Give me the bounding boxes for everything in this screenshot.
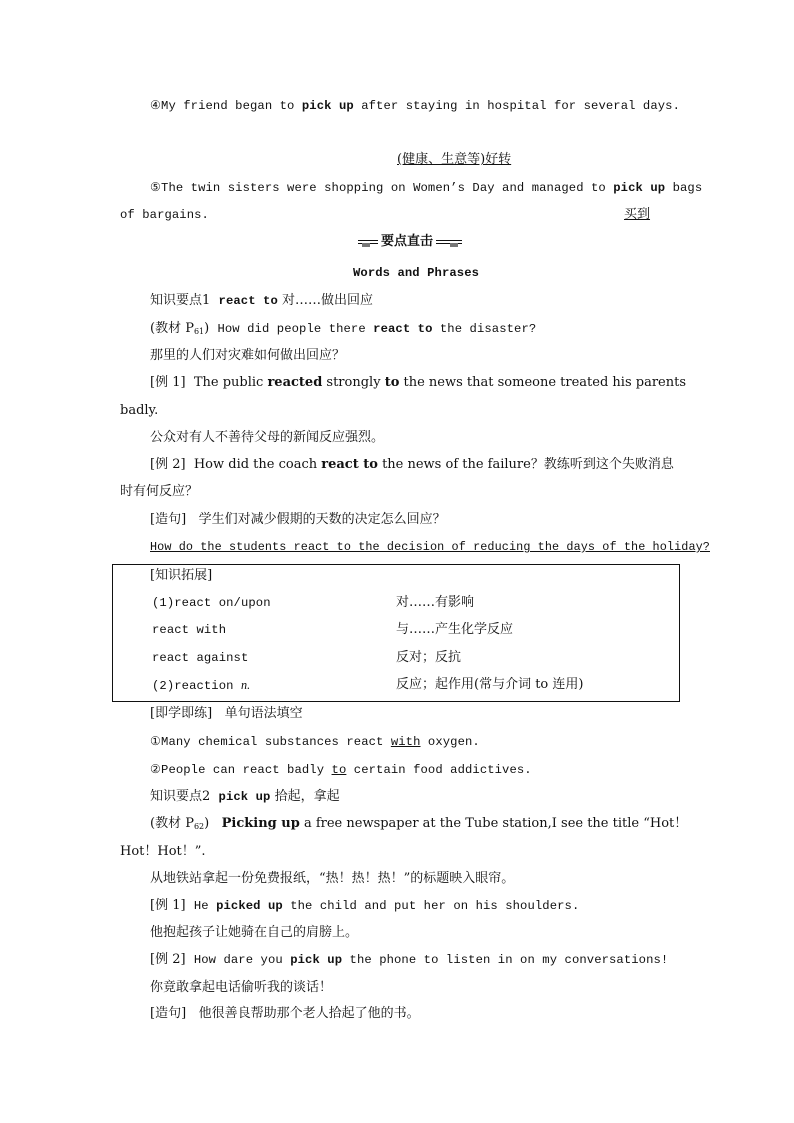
kp2-example-1	[150, 897, 579, 915]
key-phrase: to	[384, 375, 400, 390]
sentence-4	[150, 97, 680, 115]
key-phrase: pick up	[613, 181, 666, 195]
banner-title: 要点直击	[378, 233, 436, 251]
key-phrase: pick up	[290, 953, 343, 967]
banner-ornament	[362, 243, 370, 247]
kp1-heading	[150, 292, 373, 310]
kp-label: 知识要点2	[150, 789, 211, 804]
kp2-source	[150, 815, 687, 836]
extension-row-4-zh: 反应；起作用(常与介词 to 连用)	[396, 677, 584, 692]
question-text: ②People can react badly	[150, 763, 332, 777]
kp2-example-2-translation: 你竟敢拿起电话偷听我的谈话！	[150, 980, 333, 995]
example-text: the news of the failure？教练听到这个失败消息	[377, 457, 674, 472]
practice-title: 单句语法填空	[224, 706, 303, 721]
kp-phrase: react to	[218, 294, 278, 308]
section-title: Words and Phrases	[353, 266, 480, 280]
kp2-example-1-translation: 他抱起孩子让她骑在自己的肩膀上。	[150, 925, 359, 940]
example-label: [例 1]	[150, 375, 186, 390]
kp-label: 知识要点1	[150, 293, 211, 308]
question-text: ①Many chemical substances react	[150, 735, 391, 749]
key-phrase: react to	[373, 322, 433, 336]
make-prompt: 他很善良帮助那个老人拾起了他的书。	[198, 1006, 420, 1021]
extension-title: [知识拓展]	[150, 568, 213, 583]
question-answer: with	[390, 735, 421, 749]
make-label: [造句]	[150, 512, 187, 527]
kp1-example-2	[150, 456, 674, 474]
make-label: [造句]	[150, 1006, 187, 1021]
example-text: He	[193, 899, 217, 913]
extension-row-2-en: react with	[152, 623, 227, 637]
extension-row-4-en	[152, 676, 250, 695]
kp1-example-1	[150, 374, 686, 392]
sentence-5	[150, 179, 702, 197]
banner-ornament	[450, 243, 458, 247]
key-phrase: reacted	[267, 375, 323, 390]
source-ref: )	[204, 321, 210, 336]
answer-5: 买到	[624, 207, 651, 222]
question-text: oxygen.	[420, 735, 480, 749]
source-page: 62	[193, 822, 205, 831]
practice-label: [即学即练]	[150, 706, 213, 721]
example-text: How dare you	[193, 953, 291, 967]
sentence-text: ⑤The twin sisters were shopping on Women’s Day and managed to	[150, 181, 614, 195]
kp1-make-sentence	[150, 511, 446, 529]
example-text: The public	[193, 375, 268, 390]
kp2-example-2	[150, 951, 668, 969]
source-ref: )	[204, 816, 210, 831]
kp1-make-answer: How do the students react to the decision of reducing the days of the holiday?	[150, 540, 710, 554]
example-label: [例 1]	[150, 898, 186, 913]
source-text: the disaster?	[432, 322, 537, 336]
kp1-example-2-line-2: 时有何反应？	[120, 484, 199, 499]
source-ref: (教材 P	[150, 816, 194, 831]
practice-q2	[150, 761, 532, 779]
kp2-source-translation: 从地铁站拿起一份免费报纸，“热！热！热！”的标题映入眼帘。	[150, 871, 515, 886]
extension-row-3-en: react against	[152, 651, 249, 665]
source-ref: (教材 P	[150, 321, 194, 336]
example-text: the news that someone treated his parents	[399, 375, 687, 390]
sentence-text: ④My friend began to	[150, 99, 302, 113]
make-prompt: 学生们对减少假期的天数的决定怎么回应？	[198, 512, 446, 527]
example-label: [例 2]	[150, 952, 186, 967]
practice-q1	[150, 733, 480, 751]
source-text: a free newspaper at the Tube station,I see the title “Hot！	[299, 816, 688, 831]
example-text: the phone to listen in on my conversations!	[342, 953, 669, 967]
kp2-make-sentence	[150, 1005, 420, 1023]
key-phrase: picked up	[216, 899, 283, 913]
part-of-speech: n.	[240, 678, 251, 692]
question-text: certain food addictives.	[346, 763, 532, 777]
example-text: the child and put her on his shoulders.	[282, 899, 580, 913]
source-text: How did people there	[217, 322, 374, 336]
kp1-source-translation: 那里的人们对灾难如何做出回应？	[150, 348, 346, 363]
sentence-text: bags	[665, 181, 703, 195]
kp2-heading	[150, 788, 340, 806]
kp-meaning: 拾起，拿起	[274, 789, 340, 804]
extension-row-1-en: (1)react on/upon	[152, 596, 271, 610]
section-banner	[358, 234, 462, 250]
kp1-example-1-translation: 公众对有人不善待父母的新闻反应强烈。	[150, 430, 385, 445]
extension-row-2-zh: 与……产生化学反应	[396, 622, 514, 637]
key-phrase: pick up	[301, 99, 354, 113]
kp-meaning: 对……做出回应	[282, 293, 374, 308]
example-label: [例 2]	[150, 457, 186, 472]
extension-row-3-zh: 反对；反抗	[396, 650, 462, 665]
example-text: strongly	[322, 375, 385, 390]
kp2-source-line-2: Hot！Hot！”.	[120, 844, 206, 859]
sentence-5-line-2: of bargains.	[120, 208, 209, 222]
sentence-text: after staying in hospital for several days.	[353, 99, 680, 113]
key-phrase: Picking up	[221, 816, 300, 831]
extension-row-1-zh: 对……有影响	[396, 595, 475, 610]
kp1-source	[150, 320, 536, 341]
source-page: 61	[193, 327, 205, 336]
kp1-example-1-line-2: badly.	[120, 403, 159, 418]
kp-phrase: pick up	[218, 790, 271, 804]
answer-4: (健康、生意等)好转	[397, 152, 512, 167]
practice-heading	[150, 705, 303, 723]
key-phrase: react to	[321, 457, 378, 472]
extension-term: (2)reaction	[152, 679, 241, 693]
question-answer: to	[331, 763, 347, 777]
example-text: How did the coach	[193, 457, 322, 472]
